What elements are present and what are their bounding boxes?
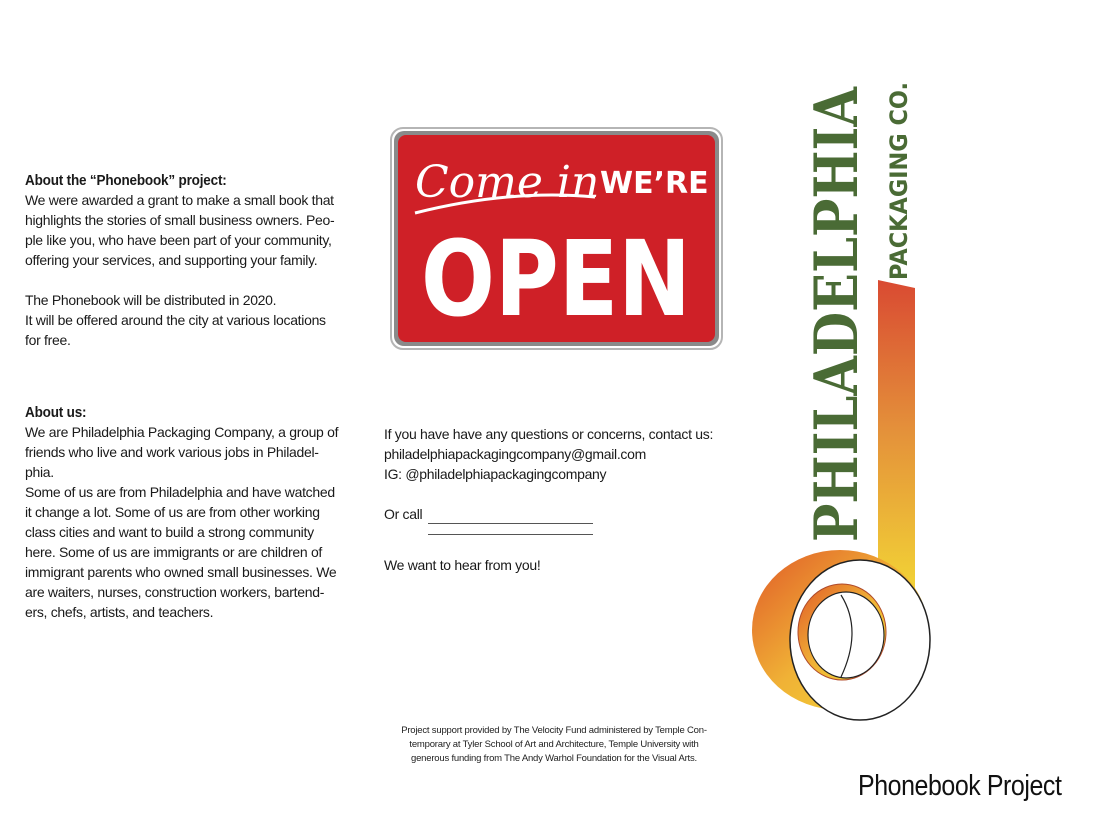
logo-sub-text: PACKAGING CO. [885, 70, 913, 280]
about-project-heading: About the “Phonebook” project: [25, 172, 227, 189]
contact-instagram: IG: @philadelphiapackagingcompany [384, 466, 607, 482]
about-us-line: ers, chefs, artists, and teachers. [25, 604, 214, 620]
about-us-line: class cities and want to build a strong community [25, 524, 314, 540]
distribution-line: The Phonebook will be distributed in 2020. [25, 292, 277, 308]
phone-blank-line [428, 509, 593, 524]
about-us-line: phia. [25, 464, 54, 480]
open-sign-graphic [390, 127, 723, 350]
sign-open-text: OPEN [421, 218, 691, 340]
about-us-line: here. Some of us are immigrants or are children of [25, 544, 323, 560]
about-project-line: offering your services, and supporting your family. [25, 252, 318, 268]
sign-were-text: WE’RE [600, 166, 709, 201]
contact-intro: If you have have any questions or concerns, contact us: [384, 426, 714, 442]
sign-come-in-text: Come in [415, 157, 600, 208]
about-project-line: highlights the stories of small business owners. Peo- [25, 212, 335, 228]
credits-block [380, 724, 728, 766]
contact-closing: We want to hear from you! [384, 557, 541, 573]
about-us-line: Some of us are from Philadelphia and have watched [25, 484, 335, 500]
credits-line: generous funding from The Andy Warhol Foundation for the Visual Arts. [411, 753, 697, 764]
about-us-section [25, 404, 355, 622]
about-us-line: immigrant parents who owned small businesses. We [25, 564, 337, 580]
credits-line: Project support provided by The Velocity Fund administered by Temple Con- [401, 725, 707, 736]
about-project-line: We were awarded a grant to make a small book that [25, 192, 334, 208]
about-us-line: it change a lot. Some of us are from other working [25, 504, 320, 520]
logo-name-text: PHILADELPHIA [802, 70, 872, 542]
about-us-line: We are Philadelphia Packaging Company, a group of [25, 424, 339, 440]
logo-graphic [745, 70, 935, 730]
call-label: Or call [384, 506, 423, 522]
distribution-line: for free. [25, 332, 71, 348]
contact-section [384, 424, 744, 575]
about-us-line: friends who live and work various jobs in Philadel- [25, 444, 319, 460]
credits-line: temporary at Tyler School of Art and Architecture, Temple University with [409, 739, 699, 750]
phonebook-project-title: Phonebook Project [858, 770, 1062, 802]
about-project-line: ple like you, who have been part of your community, [25, 232, 332, 248]
call-row [384, 504, 744, 524]
about-project-section [25, 172, 355, 350]
contact-email: philadelphiapackagingcompany@gmail.com [384, 446, 646, 462]
about-us-heading: About us: [25, 404, 87, 421]
about-us-line: are waiters, nurses, construction workers, bartend- [25, 584, 325, 600]
distribution-line: It will be offered around the city at various locations [25, 312, 326, 328]
philadelphia-packaging-logo [745, 70, 935, 730]
open-sign-image [390, 127, 723, 350]
